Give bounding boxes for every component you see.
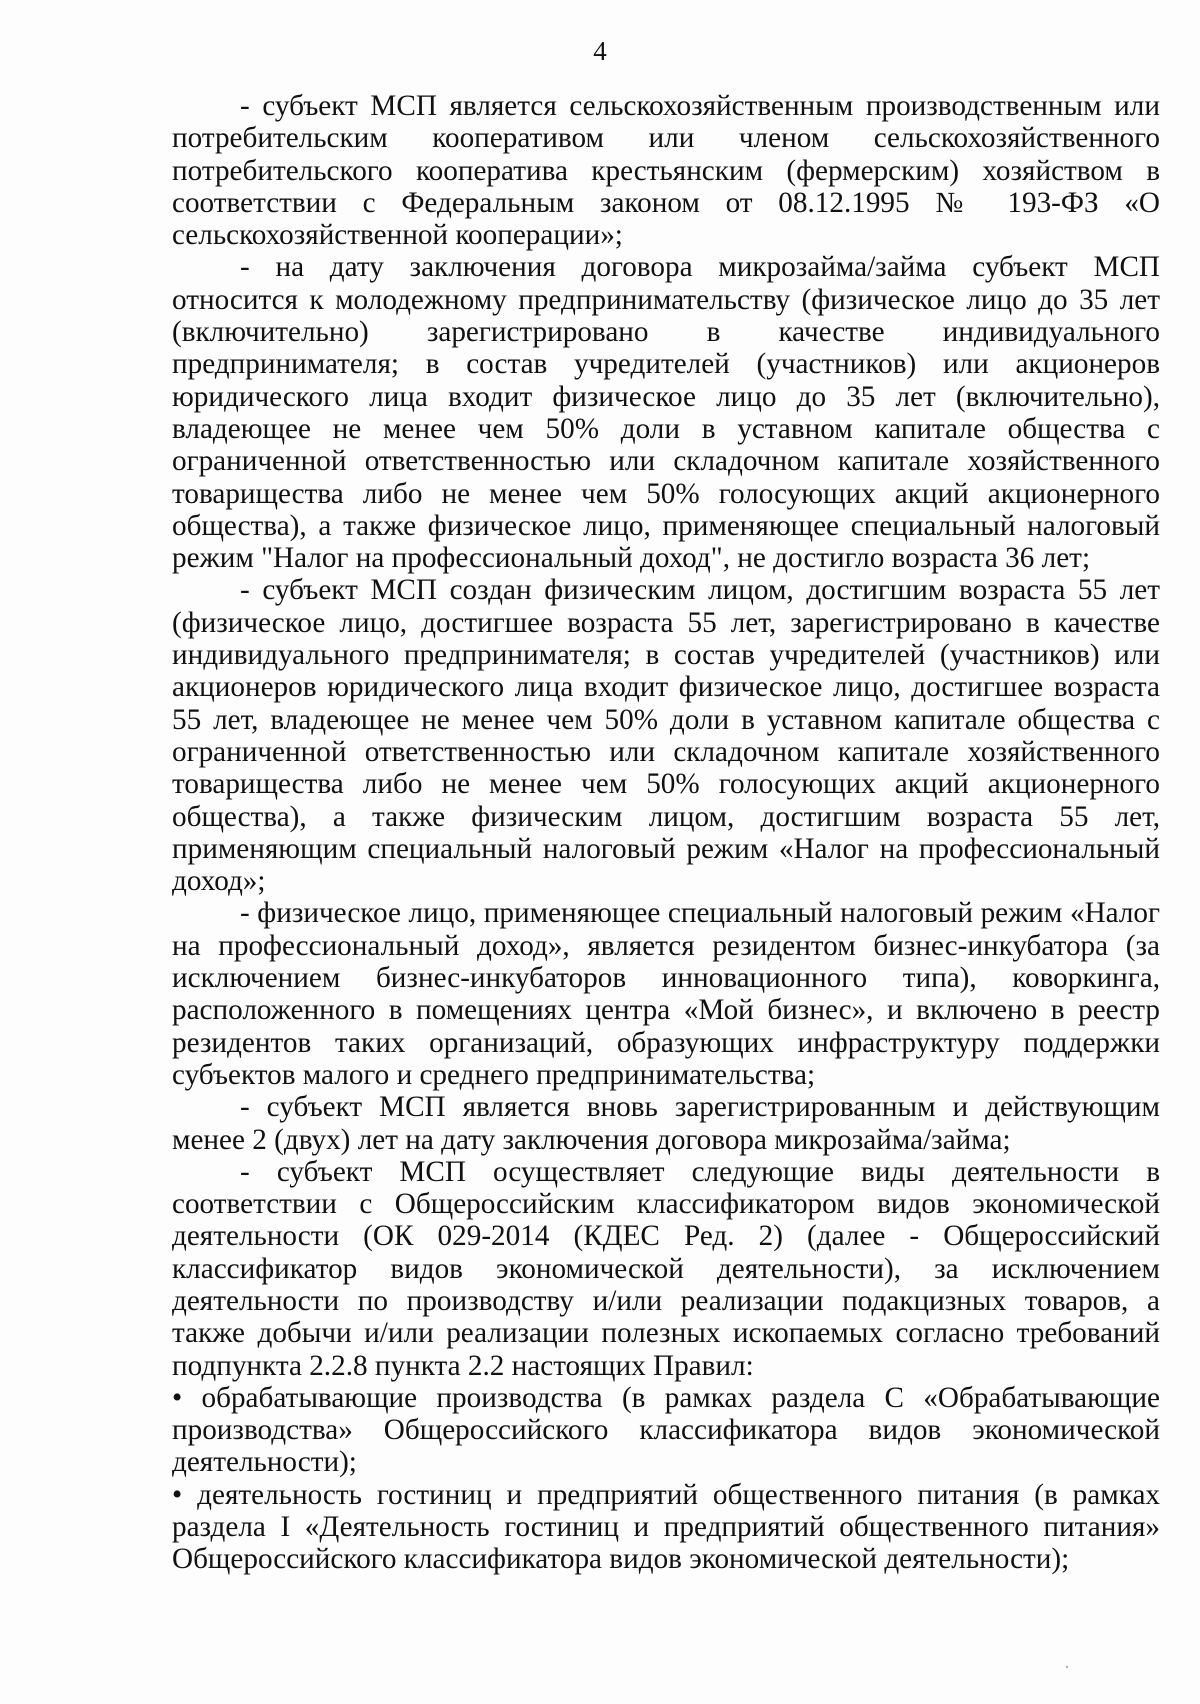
- page-number: 4: [593, 36, 607, 66]
- paragraph-newly-registered: - субъект МСП является вновь зарегистрированным и действующим менее 2 (двух) лет на дату заключения договора микрозайма/займа;: [172, 1091, 1160, 1156]
- bullet-hotels-catering: • деятельность гостиниц и предприятий общественного питания (в рамках раздела I «Деятельность гостиниц и предприятий общественного питания» Общероссийского классификатора видов экономической деятельности);: [172, 1478, 1160, 1576]
- document-body: [172, 90, 1160, 1576]
- paragraph-activity-types: - субъект МСП осуществляет следующие виды деятельности в соответствии с Общероссийским классификатором видов экономической деятельности (ОК 029-2014 (КДЕС Ред. 2) (далее - Общероссийский классификатор видов экономической деятельности), за исключением деятельности по производству и/или реализации подакцизных товаров, а также добычи и/или реализации полезных ископаемых согласно требований подпункта 2.2.8 пункта 2.2 настоящих Правил:: [172, 1155, 1160, 1382]
- paragraph-agricultural-cooperative: - субъект МСП является сельскохозяйственным производственным или потребительским кооперативом или членом сельскохозяйственного потребительского кооператива крестьянским (фермерским) хозяйством в соответствии с Федеральным законом от 08.12.1995 № 193-ФЗ «О сельскохозяйственной кооперации»;: [172, 90, 1160, 252]
- scan-speck: [1066, 1666, 1068, 1668]
- paragraph-youth-entrepreneurship: - на дату заключения договора микрозайма/займа субъект МСП относится к молодежному предпринимательству (физическое лицо до 35 лет (включительно) зарегистрировано в качестве индивидуального предпринимателя; в состав учредителей (участников) или акционеров юридического лица входит физическое лицо до 35 лет (включительно), владеющее не менее чем 50% доли в уставном капитале общества с ограниченной ответственностью или складочном капитале хозяйственного товарищества либо не менее чем 50% голосующих акций акционерного общества), а также физическое лицо, применяющее специальный налоговый режим "Налог на профессиональный доход", не достигло возраста 36 лет;: [172, 251, 1160, 575]
- paragraph-self-employed-incubator: - физическое лицо, применяющее специальный налоговый режим «Налог на профессиональный доход», является резидентом бизнес-инкубатора (за исключением бизнес-инкубаторов инновационного типа), коворкинга, расположенного в помещениях центра «Мой бизнес», и включено в реестр резидентов таких организаций, образующих инфраструктуру поддержки субъектов малого и среднего предпринимательства;: [172, 897, 1160, 1091]
- bullet-manufacturing: • обрабатывающие производства (в рамках раздела С «Обрабатывающие производства» Общероссийского классификатора видов экономической деятельности);: [172, 1381, 1160, 1479]
- paragraph-age-55-founder: - субъект МСП создан физическим лицом, достигшим возраста 55 лет (физическое лицо, достигшее возраста 55 лет, зарегистрировано в качестве индивидуального предпринимателя; в состав учредителей (участников) или акционеров юридического лица входит физическое лицо, достигшее возраста 55 лет, владеющее не менее чем 50% доли в уставном капитале общества с ограниченной ответственностью или складочном капитале хозяйственного товарищества либо не менее чем 50% голосующих акций акционерного общества), а также физическим лицом, достигшим возраста 55 лет, применяющим специальный налоговый режим «Налог на профессиональный доход»;: [172, 574, 1160, 898]
